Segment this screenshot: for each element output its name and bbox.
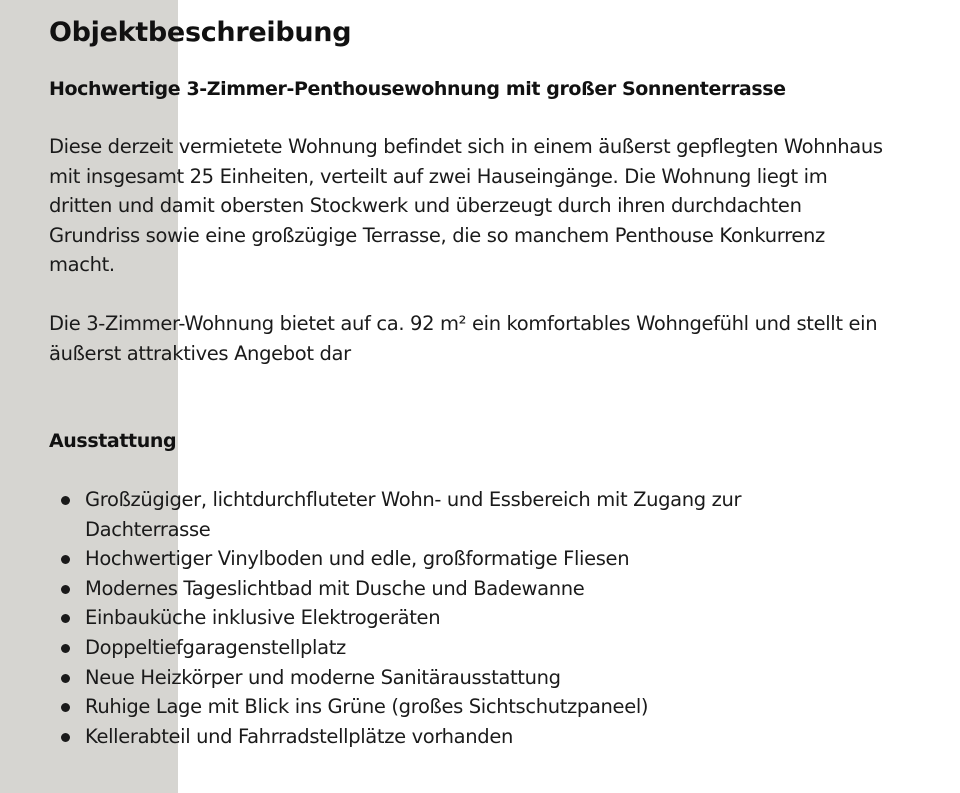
listing-subtitle: Hochwertige 3-Zimmer-Penthousewohnung mit großer Sonnenterrasse bbox=[49, 78, 786, 100]
feature-text: Einbauküche inklusive Elektrogeräten bbox=[85, 606, 441, 630]
feature-text: Hochwertiger Vinylboden und edle, großformatige Fliesen bbox=[85, 547, 630, 571]
feature-item bbox=[49, 722, 849, 752]
bullet-icon bbox=[61, 703, 70, 712]
feature-item bbox=[49, 663, 849, 693]
feature-item bbox=[49, 544, 849, 574]
features-list bbox=[49, 485, 849, 751]
bullet-icon bbox=[61, 555, 70, 564]
feature-item bbox=[49, 485, 849, 544]
bullet-icon bbox=[61, 614, 70, 623]
feature-text: Modernes Tageslichtbad mit Dusche und Badewanne bbox=[85, 576, 585, 600]
feature-text: Neue Heizkörper und moderne Sanitärausstattung bbox=[85, 665, 561, 689]
feature-text: Großzügiger, lichtdurchfluteter Wohn- und Essbereich mit Zugang zur Dachterrasse bbox=[85, 488, 742, 541]
feature-item bbox=[49, 633, 849, 663]
bullet-icon bbox=[61, 644, 70, 653]
bullet-icon bbox=[61, 674, 70, 683]
bullet-icon bbox=[61, 733, 70, 742]
page-title: Objektbeschreibung bbox=[49, 17, 352, 48]
features-heading: Ausstattung bbox=[49, 430, 177, 452]
feature-item bbox=[49, 692, 849, 722]
feature-text: Kellerabteil und Fahrradstellplätze vorhanden bbox=[85, 724, 513, 748]
feature-text: Doppeltiefgaragenstellplatz bbox=[85, 635, 346, 659]
feature-text: Ruhige Lage mit Blick ins Grüne (großes Sichtschutzpaneel) bbox=[85, 695, 649, 719]
bullet-icon bbox=[61, 496, 70, 505]
feature-item bbox=[49, 603, 849, 633]
description-paragraph: Diese derzeit vermietete Wohnung befindet sich in einem äußerst gepflegten Wohnhaus mit insgesamt 25 Einheiten, verteilt auf zwei Hauseingänge. Die Wohnung liegt im dritten und damit obersten Stockwerk und überzeugt durch ihren durchdachten Grundriss sowie eine großzügige Terrasse, die so manchem Penthouse Konkurrenz macht. bbox=[49, 135, 883, 277]
description-paragraph: Die 3-Zimmer-Wohnung bietet auf ca. 92 m² ein komfortables Wohngefühl und stellt ein äußerst attraktives Angebot dar bbox=[49, 312, 878, 365]
bullet-icon bbox=[61, 585, 70, 594]
feature-item bbox=[49, 574, 849, 604]
